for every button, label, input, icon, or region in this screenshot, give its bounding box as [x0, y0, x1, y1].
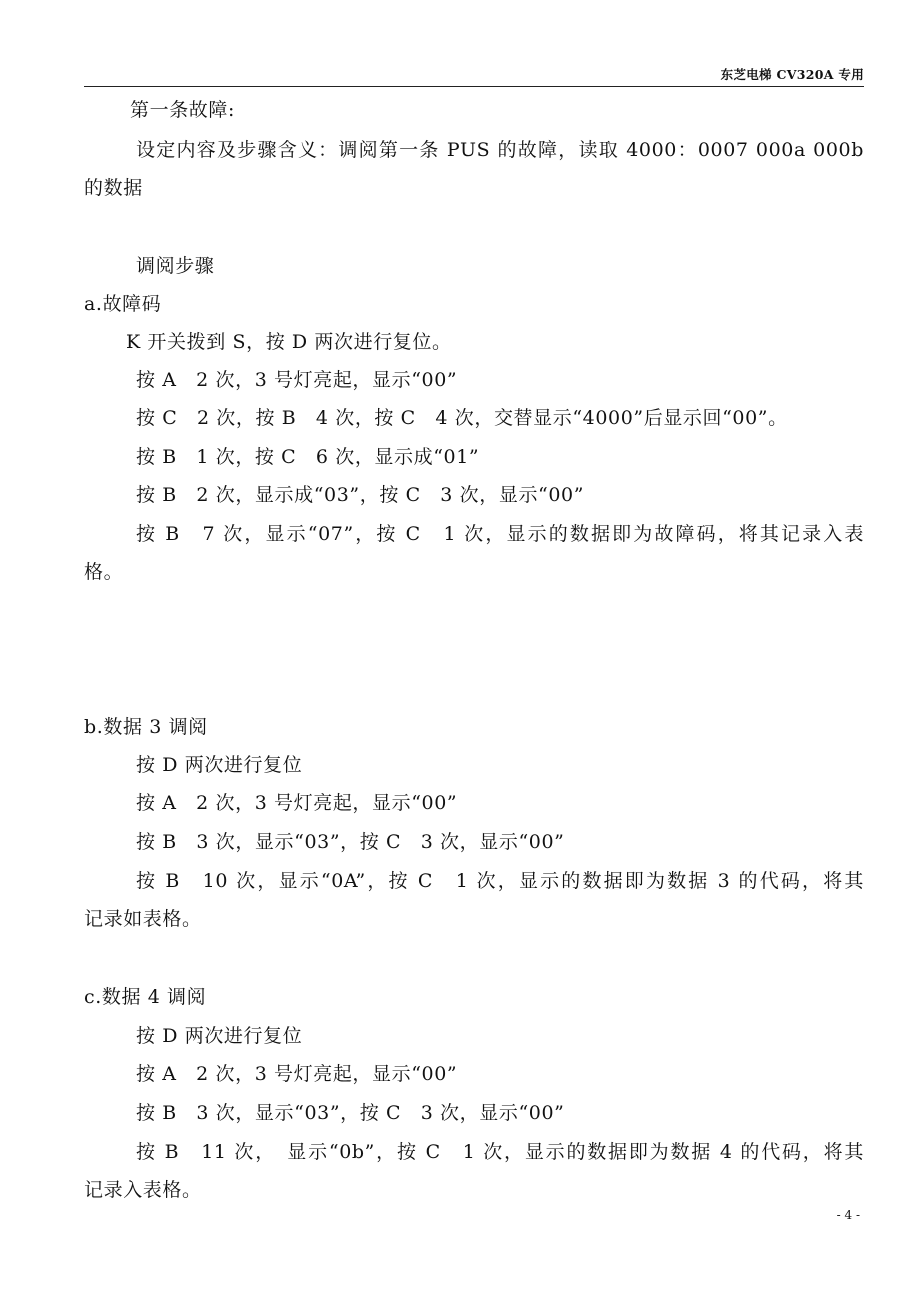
text-line: 按 B 1 次，按 C 6 次，显示成“01” [136, 446, 480, 468]
text-line: 按 B 3 次，显示“03”，按 C 3 次，显示“00” [136, 831, 565, 853]
text-line: 调阅步骤 [136, 255, 215, 277]
section-title: 第一条故障: [130, 99, 236, 121]
subsection-title: b.数据 3 调阅 [84, 716, 208, 738]
text-line: 按 B 2 次，显示成“03”，按 C 3 次，显示“00” [136, 484, 585, 506]
text-line: 按 B 10 次，显示“0A”，按 C 1 次，显示的数据即为数据 3 的代码，将其 [136, 870, 864, 892]
header-title: 东芝电梯 CV320A 专用 [720, 67, 864, 82]
text-line: 按 B 11 次， 显示“0b”，按 C 1 次，显示的数据即为数据 4 的代码，将其 [136, 1141, 864, 1163]
subsection-title: a.故障码 [84, 293, 162, 315]
text-line: K 开关拨到 S，按 D 两次进行复位。 [126, 331, 452, 353]
text-line: 按 A 2 次，3 号灯亮起，显示“00” [136, 1063, 458, 1085]
text-line: 记录如表格。 [84, 908, 202, 930]
text-line: 按 C 2 次，按 B 4 次，按 C 4 次，交替显示“4000”后显示回“00”。 [136, 407, 788, 429]
text-line: 按 B 3 次，显示“03”，按 C 3 次，显示“00” [136, 1102, 565, 1124]
text-line: 按 B 7 次，显示“07”，按 C 1 次，显示的数据即为故障码，将其记录入表 [136, 523, 864, 545]
subsection-title: c.数据 4 调阅 [84, 986, 207, 1008]
text-line: 按 A 2 次，3 号灯亮起，显示“00” [136, 792, 458, 814]
text-line: 设定内容及步骤含义：调阅第一条 PUS 的故障，读取 4000：0007 000a 000b [136, 139, 864, 161]
text-line: 格。 [84, 561, 124, 583]
text-line: 记录入表格。 [84, 1179, 202, 1201]
text-line: 按 D 两次进行复位 [136, 1025, 303, 1047]
page-number: - 4 - [836, 1208, 860, 1222]
text-line: 按 A 2 次，3 号灯亮起，显示“00” [136, 369, 458, 391]
text-line: 的数据 [84, 177, 143, 199]
page-header [84, 66, 864, 87]
text-line: 按 D 两次进行复位 [136, 754, 303, 776]
